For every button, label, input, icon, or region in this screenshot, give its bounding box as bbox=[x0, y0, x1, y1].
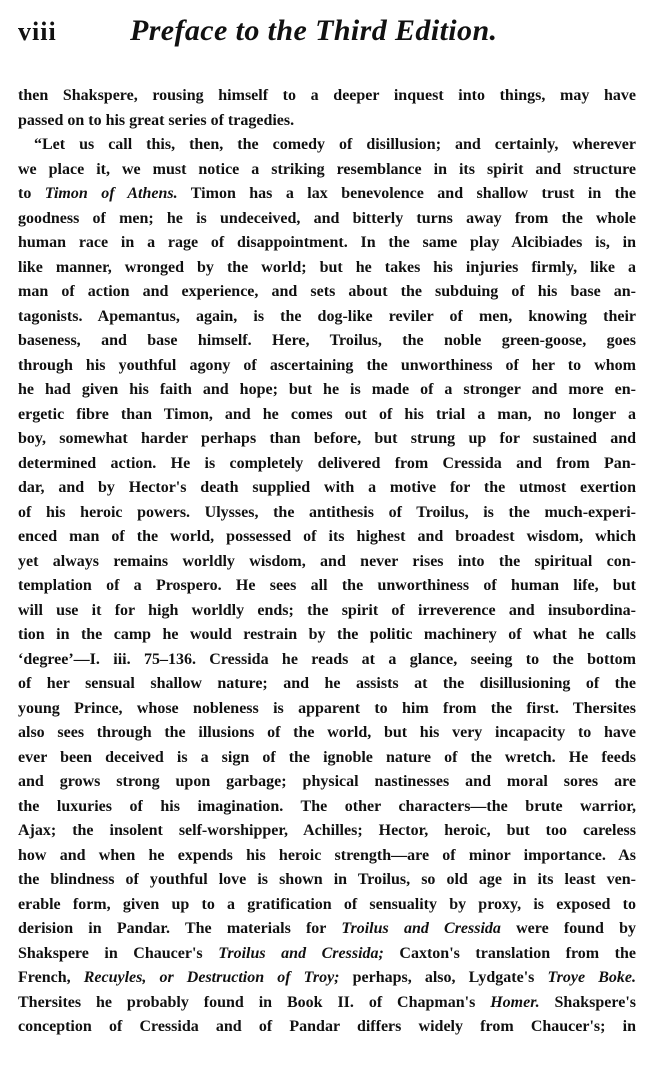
text-line: tion in the camp he would restrain by the politic machinery of what he calls bbox=[18, 626, 636, 643]
text-line: he had given his faith and hope; but he is made of a stronger and more en- bbox=[18, 381, 636, 398]
text-line: erable form, given up to a gratification of sensuality by proxy, is exposed to bbox=[18, 895, 636, 913]
italic-title: Troilus and Cressida; bbox=[218, 944, 384, 962]
italic-title: Recuyles, or Destruction of Troy; bbox=[83, 969, 340, 986]
italic-title: Homer. bbox=[490, 993, 540, 1011]
text-line: human race in a rage of disappointment. In the same play Alcibiades is, in bbox=[18, 234, 636, 251]
text-line: derision in Pandar. The materials for Troilus and Cressida were found by bbox=[18, 920, 637, 937]
text-line: the blindness of youthful love is shown in Troilus, so old age in its least ven- bbox=[18, 871, 636, 888]
body-text bbox=[18, 84, 636, 1040]
text-line: goodness of men; he is undeceived, and bitterly turns away from the whole bbox=[18, 209, 636, 227]
text-line: ever been deceived is a sign of the ignoble nature of the wretch. He feeds bbox=[18, 748, 636, 766]
text-line: conception of Cressida and of Pandar differs widely from Chaucer's; in bbox=[18, 1018, 636, 1035]
text-line: ergetic fibre than Timon, and he comes out of his trial a man, no longer a bbox=[18, 405, 636, 423]
text-line: enced man of the world, possessed of its highest and broadest wisdom, which bbox=[18, 528, 636, 545]
text-line: man of action and experience, and sets about the subduing of his base an- bbox=[18, 283, 636, 300]
text-line: then Shakspere, rousing himself to a deeper inquest into things, may have bbox=[18, 87, 636, 104]
text-line: young Prince, whose nobleness is apparent to him from the first. Thersites bbox=[18, 699, 636, 717]
page-number: viii bbox=[18, 17, 57, 46]
running-title: Preface to the Third Edition. bbox=[130, 14, 498, 47]
text-line: templation of a Prospero. He sees all the unworthiness of human life, but bbox=[18, 577, 636, 594]
text-line: through his youthful agony of ascertaining the unworthiness of her to whom bbox=[18, 356, 636, 374]
text-line: how and when he expends his heroic strength—are of minor importance. As bbox=[18, 846, 636, 864]
text-line: to Timon of Athens. Timon has a lax benevolence and shallow trust in the bbox=[18, 185, 637, 202]
text-line: Thersites he probably found in Book II. of Chapman's Homer. Shakspere's bbox=[18, 993, 636, 1011]
text-line: of her sensual shallow nature; and he assists at the disillusioning of the bbox=[18, 675, 636, 692]
text-line: will use it for high worldly ends; the spirit of irreverence and insubordina- bbox=[18, 601, 636, 619]
text-line: we place it, we must notice a striking resemblance in its spirit and structure bbox=[18, 160, 636, 178]
italic-title: Troye Boke. bbox=[547, 969, 636, 986]
text-line: ‘degree’—I. iii. 75–136. Cressida he reads at a glance, seeing to the bottom bbox=[18, 650, 636, 668]
italic-title: Timon of Athens. bbox=[44, 185, 178, 202]
running-head bbox=[18, 14, 636, 54]
text-line: dar, and by Hector's death supplied with a motive for the utmost exertion bbox=[18, 479, 636, 496]
text-line: determined action. He is completely delivered from Cressida and from Pan- bbox=[18, 454, 636, 472]
book-page bbox=[18, 14, 636, 1040]
text-line: boy, somewhat harder perhaps than before, but strung up for sustained and bbox=[18, 430, 636, 447]
text-line: like manner, wronged by the world; but he takes his injuries firmly, like a bbox=[18, 258, 636, 276]
text-line: the luxuries of his imagination. The other characters—the brute warrior, bbox=[18, 797, 636, 815]
text-line: French, Recuyles, or Destruction of Troy; perhaps, also, Lydgate's Troye Boke. bbox=[18, 969, 636, 986]
text-line: baseness, and base himself. Here, Troilus, the noble green-goose, goes bbox=[18, 332, 636, 349]
text-line: also sees through the illusions of the world, but his very incapacity to have bbox=[18, 724, 636, 741]
text-line: tagonists. Apemantus, again, is the dog-like reviler of men, knowing their bbox=[18, 307, 636, 325]
text-line: Shakspere in Chaucer's Troilus and Cressida; Caxton's translation from the bbox=[18, 944, 637, 962]
text-line: and grows strong upon garbage; physical nastinesses and moral sores are bbox=[18, 773, 636, 790]
text-line: “Let us call this, then, the comedy of disillusion; and certainly, wherever bbox=[34, 136, 636, 153]
text-line: yet always remains worldly wisdom, and never rises into the spiritual con- bbox=[18, 552, 636, 570]
italic-title: Troilus and Cressida bbox=[341, 920, 501, 937]
text-line: Ajax; the insolent self-worshipper, Achilles; Hector, heroic, but too careless bbox=[18, 822, 636, 839]
text-line: of his heroic powers. Ulysses, the antithesis of Troilus, is the much-experi- bbox=[18, 503, 636, 521]
text-line: passed on to his great series of tragedies. bbox=[18, 111, 295, 129]
